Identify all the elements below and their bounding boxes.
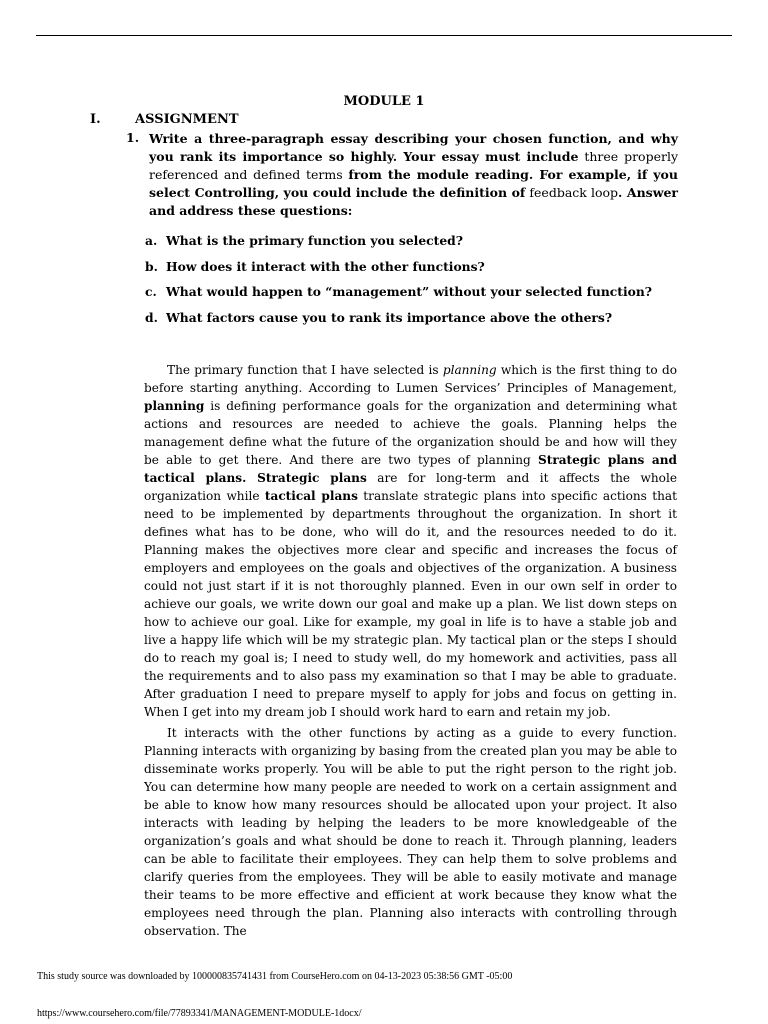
section-number: I. [90, 112, 101, 127]
question-text-part: Write a three-paragraph essay describing your chosen function, and why you rank its importance so highly. Your essay must include [149, 131, 678, 164]
sub-question-text: What is the primary function you selected? [166, 233, 463, 248]
essay-paragraph-1 [144, 361, 677, 721]
question-number: 1. [126, 130, 140, 145]
sub-question [145, 233, 463, 248]
question-text-part: from the module reading. For example, if you select Controlling, you could include the definition of [149, 167, 678, 200]
header-rule [36, 35, 732, 36]
essay-text: translate strategic plans into specific actions that need to be implemented by departments throughout the organization. In short it defines what has to be done, who will do it, and the resources needed to do it. Planning makes the objectives more clear and specific and increases the focus of employers and employees on the goals and objectives of the organization. A business could not just start if it is not thoroughly planned. Even in our own self in order to achieve our goals, we write down our goal and make up a plan. We list down steps on how to achieve our goal. Like for example, my goal in life is to have a stable job and live a happy life which will be my strategic plan. My tactical plan or the steps I should do to reach my goal is; I need to study well, do my homework and activities, pass all the requirements and to also pass my examination so that I may be able to graduate. After graduation I need to prepare myself to apply for jobs and focus on getting in. When I get into my dream job I should work hard to earn and retain my job. [144, 489, 677, 719]
essay-paragraph-2 [144, 724, 677, 940]
essay-text: are for long-term and it affects the whole organization while [144, 471, 677, 503]
essay-paragraph-2-text: It interacts with the other functions by acting as a guide to every function. Planning interacts with organizing by basing from the created plan you may be able to disseminate works properly. You will be able to put the right person to the right job. You can determine how many people are needed to work on a certain assignment and be able to know how many resources should be allocated upon your project. It also interacts with leading by helping the leaders to be more knowledgeable of the organization’s goals and what should be done to reach it. Through planning, leaders can be able to facilitate their employees. They can help them to solve problems and clarify queries from the employees. They will be able to easily motivate and manage their teams to be more effective and efficient at work because they know what the employees need through the plan. Planning also interacts with controlling through observation. The [144, 726, 677, 938]
sub-question-letter: b. [145, 259, 158, 274]
sub-question [145, 284, 652, 299]
essay-text-bold: Strategic plans and tactical plans. Strategic plans [144, 453, 678, 485]
sub-question [145, 310, 612, 325]
essay-text-italic: planning [442, 363, 497, 377]
essay-text: The primary function that I have selected is [167, 363, 443, 377]
essay-text: is defining performance goals for the organization and determining what actions and resources are needed to achieve the goals. Planning helps the management define what the future of the organization should be and how will they be able to get there. And there are two types of planning [144, 399, 677, 467]
sub-question-letter: c. [145, 284, 157, 299]
download-note: This study source was downloaded by 100000835741431 from CourseHero.com on 04-13-2023 05:38:56 GMT -05:00 [37, 971, 513, 982]
sub-question-text: What would happen to “management” without your selected function? [166, 284, 652, 299]
question-text [149, 130, 678, 220]
sub-question-letter: d. [145, 310, 158, 325]
essay-paragraph-1-text [144, 361, 677, 721]
essay-text-bold: tactical plans [264, 489, 358, 503]
question-text-part: feedback loop [525, 185, 619, 200]
module-heading: MODULE 1 [343, 94, 425, 109]
section-title: ASSIGNMENT [135, 112, 239, 127]
sub-question-letter: a. [145, 233, 158, 248]
essay-text-bold: planning [144, 399, 205, 413]
sub-question-text: How does it interact with the other functions? [166, 259, 485, 274]
sub-question-text: What factors cause you to rank its importance above the others? [166, 310, 613, 325]
source-url[interactable]: https://www.coursehero.com/file/77893341/MANAGEMENT-MODULE-1docx/ [37, 1008, 362, 1019]
essay-text: which is the first thing to do before starting anything. According to Lumen Services’ Principles of Management, [144, 363, 677, 395]
question-text-part: three properly referenced and defined terms [149, 149, 679, 182]
question-text-part: . Answer and address these questions: [149, 185, 678, 218]
sub-question [145, 259, 485, 274]
